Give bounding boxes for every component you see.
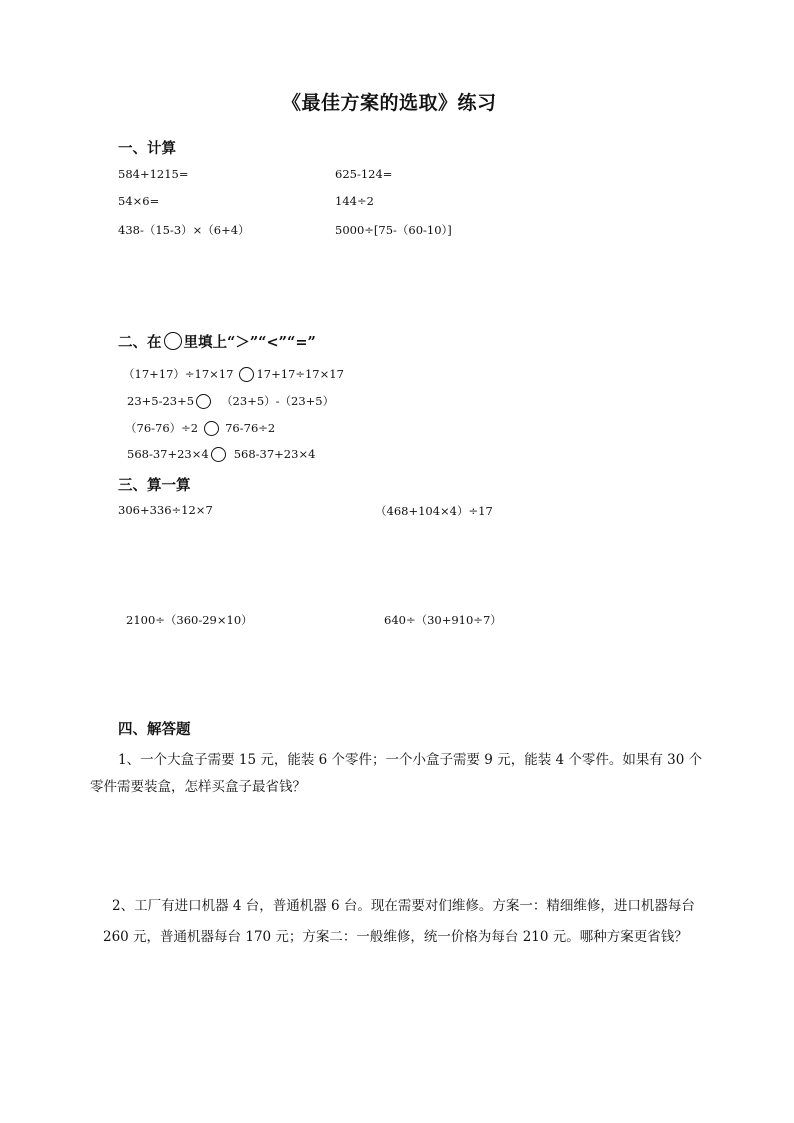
circle-icon (164, 332, 182, 350)
calc-item: 584+1215= (118, 167, 189, 181)
calc-item: 625-124= (335, 167, 393, 181)
compare-circle-icon[interactable] (239, 367, 254, 382)
section-2-heading (118, 331, 316, 352)
section-2-heading-pre: 二、在 (118, 334, 162, 351)
section-4-heading: 四、解答题 (118, 721, 191, 738)
compare-left: （76-76）÷2 (125, 421, 199, 435)
calc-item: （468+104×4）÷17 (375, 504, 493, 518)
compare-right: （23+5）-（23+5） (221, 394, 335, 408)
calc-item: 640÷（30+910÷7） (384, 613, 502, 627)
compare-circle-icon[interactable] (196, 394, 211, 409)
compare-right: 76-76÷2 (225, 421, 276, 435)
calc-item: 306+336÷12×7 (118, 503, 213, 517)
compare-right: 17+17÷17×17 (256, 367, 344, 381)
calc-item: 2100÷（360-29×10） (126, 613, 253, 627)
question-1-line-2: 零件需要装盒，怎样买盒子最省钱？ (90, 779, 306, 795)
compare-left: 23+5-23+5 (127, 394, 195, 408)
calc-item: 438-（15-3）×（6+4） (118, 223, 250, 237)
compare-circle-icon[interactable] (204, 421, 219, 436)
compare-row (127, 393, 334, 409)
question-2-line-1: 2、工厂有进口机器 4 台，普通机器 6 台。现在需要对们维修。方案一：精细维修，进口机器每台 (112, 898, 695, 914)
question-2-line-2: 260 元，普通机器每台 170 元；方案二：一般维修，统一价格为每台 210 元。哪种方案更省钱？ (103, 929, 688, 945)
section-2-heading-post: 里填上“＞”“<”“=” (183, 334, 316, 351)
compare-row (125, 420, 275, 436)
section-3-heading: 三、算一算 (118, 477, 191, 494)
compare-left: （17+17）÷17×17 (123, 367, 234, 381)
compare-row (123, 366, 344, 382)
compare-left: 568-37+23×4 (127, 447, 209, 461)
compare-right: 568-37+23×4 (233, 447, 316, 461)
calc-item: 144÷2 (335, 194, 374, 208)
compare-circle-icon[interactable] (211, 447, 226, 462)
calc-item: 5000÷[75-（60-10）] (335, 223, 452, 237)
question-1-line-1: 1、一个大盒子需要 15 元，能装 6 个零件；一个小盒子需要 9 元，能装 4 个零件。如果有 30 个 (118, 752, 703, 768)
calc-item: 54×6= (118, 194, 160, 208)
section-1-heading: 一、计算 (118, 140, 176, 157)
page-title: 《最佳方案的选取》练习 (282, 92, 497, 114)
compare-row (127, 447, 315, 462)
